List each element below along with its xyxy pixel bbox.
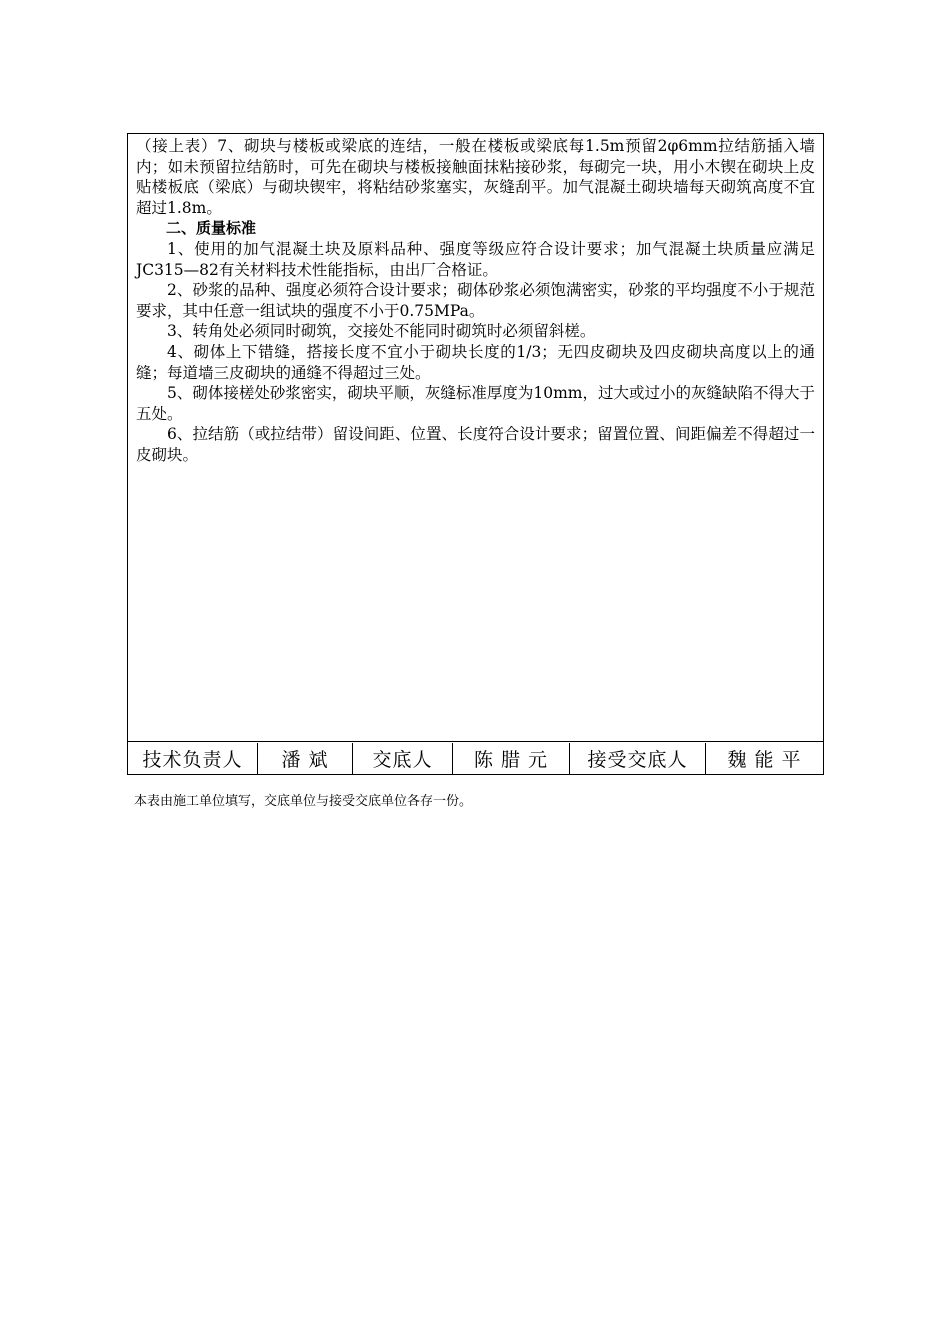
paragraph-standard-2: 2、砂浆的品种、强度必须符合设计要求；砌体砂浆必须饱满密实，砂浆的平均强度不小于规范要求，其中任意一组试块的强度不小于0.75MPa。 [136,281,815,320]
handover-person-name: 陈 腊 元 [453,743,570,774]
paragraph-standard-4: 4、砌体上下错缝，搭接长度不宜小于砌块长度的1/3；无四皮砌块及四皮砌块高度以上的通缝；每道墙三皮砌块的通缝不得超过三处。 [136,342,815,382]
footnote: 本表由施工单位填写，交底单位与接受交底单位各存一份。 [134,794,473,809]
handover-person-label: 交底人 [353,743,453,774]
paragraph-continued-item-7: （接上表）7、砌块与楼板或梁底的连结，一般在楼板或梁底每1.5m预留2φ6mm拉结筋插入墙内；如未预留拉结筋时，可先在砌块与楼板接触面抹粘接砂浆，每砌完一块，用小木锲在砌块上皮贴楼板底（梁底）与砌块锲牢，将粘结砂浆塞实，灰缝刮平。加气混凝土砌块墙每天砌筑高度不宜超过1.8m。 [136,137,815,217]
paragraph-standard-3: 3、转角处必须同时砌筑，交接处不能同时砌筑时必须留斜槎。 [167,322,596,341]
tech-lead-name: 潘 斌 [258,743,353,774]
receiver-label: 接受交底人 [570,743,706,774]
handover-table [127,133,824,775]
receiver-name: 魏 能 平 [727,749,802,771]
section-heading-quality-standard: 二、质量标准 [166,219,257,238]
paragraph-standard-5: 5、砌体接槎处砂浆密实，砌块平顺，灰缝标准厚度为10mm，过大或过小的灰缝缺陷不得大于五处。 [136,384,815,423]
content-cell [128,134,823,742]
tech-lead-label: 技术负责人 [128,743,258,774]
signature-row [128,743,823,774]
paragraph-standard-6: 6、拉结筋（或拉结带）留设间距、位置、长度符合设计要求；留置位置、间距偏差不得超过一皮砌块。 [136,425,815,464]
paragraph-standard-1: 1、使用的加气混凝土块及原料品种、强度等级应符合设计要求；加气混凝土块质量应满足JC315—82有关材料技术性能指标，由出厂合格证。 [136,239,815,279]
